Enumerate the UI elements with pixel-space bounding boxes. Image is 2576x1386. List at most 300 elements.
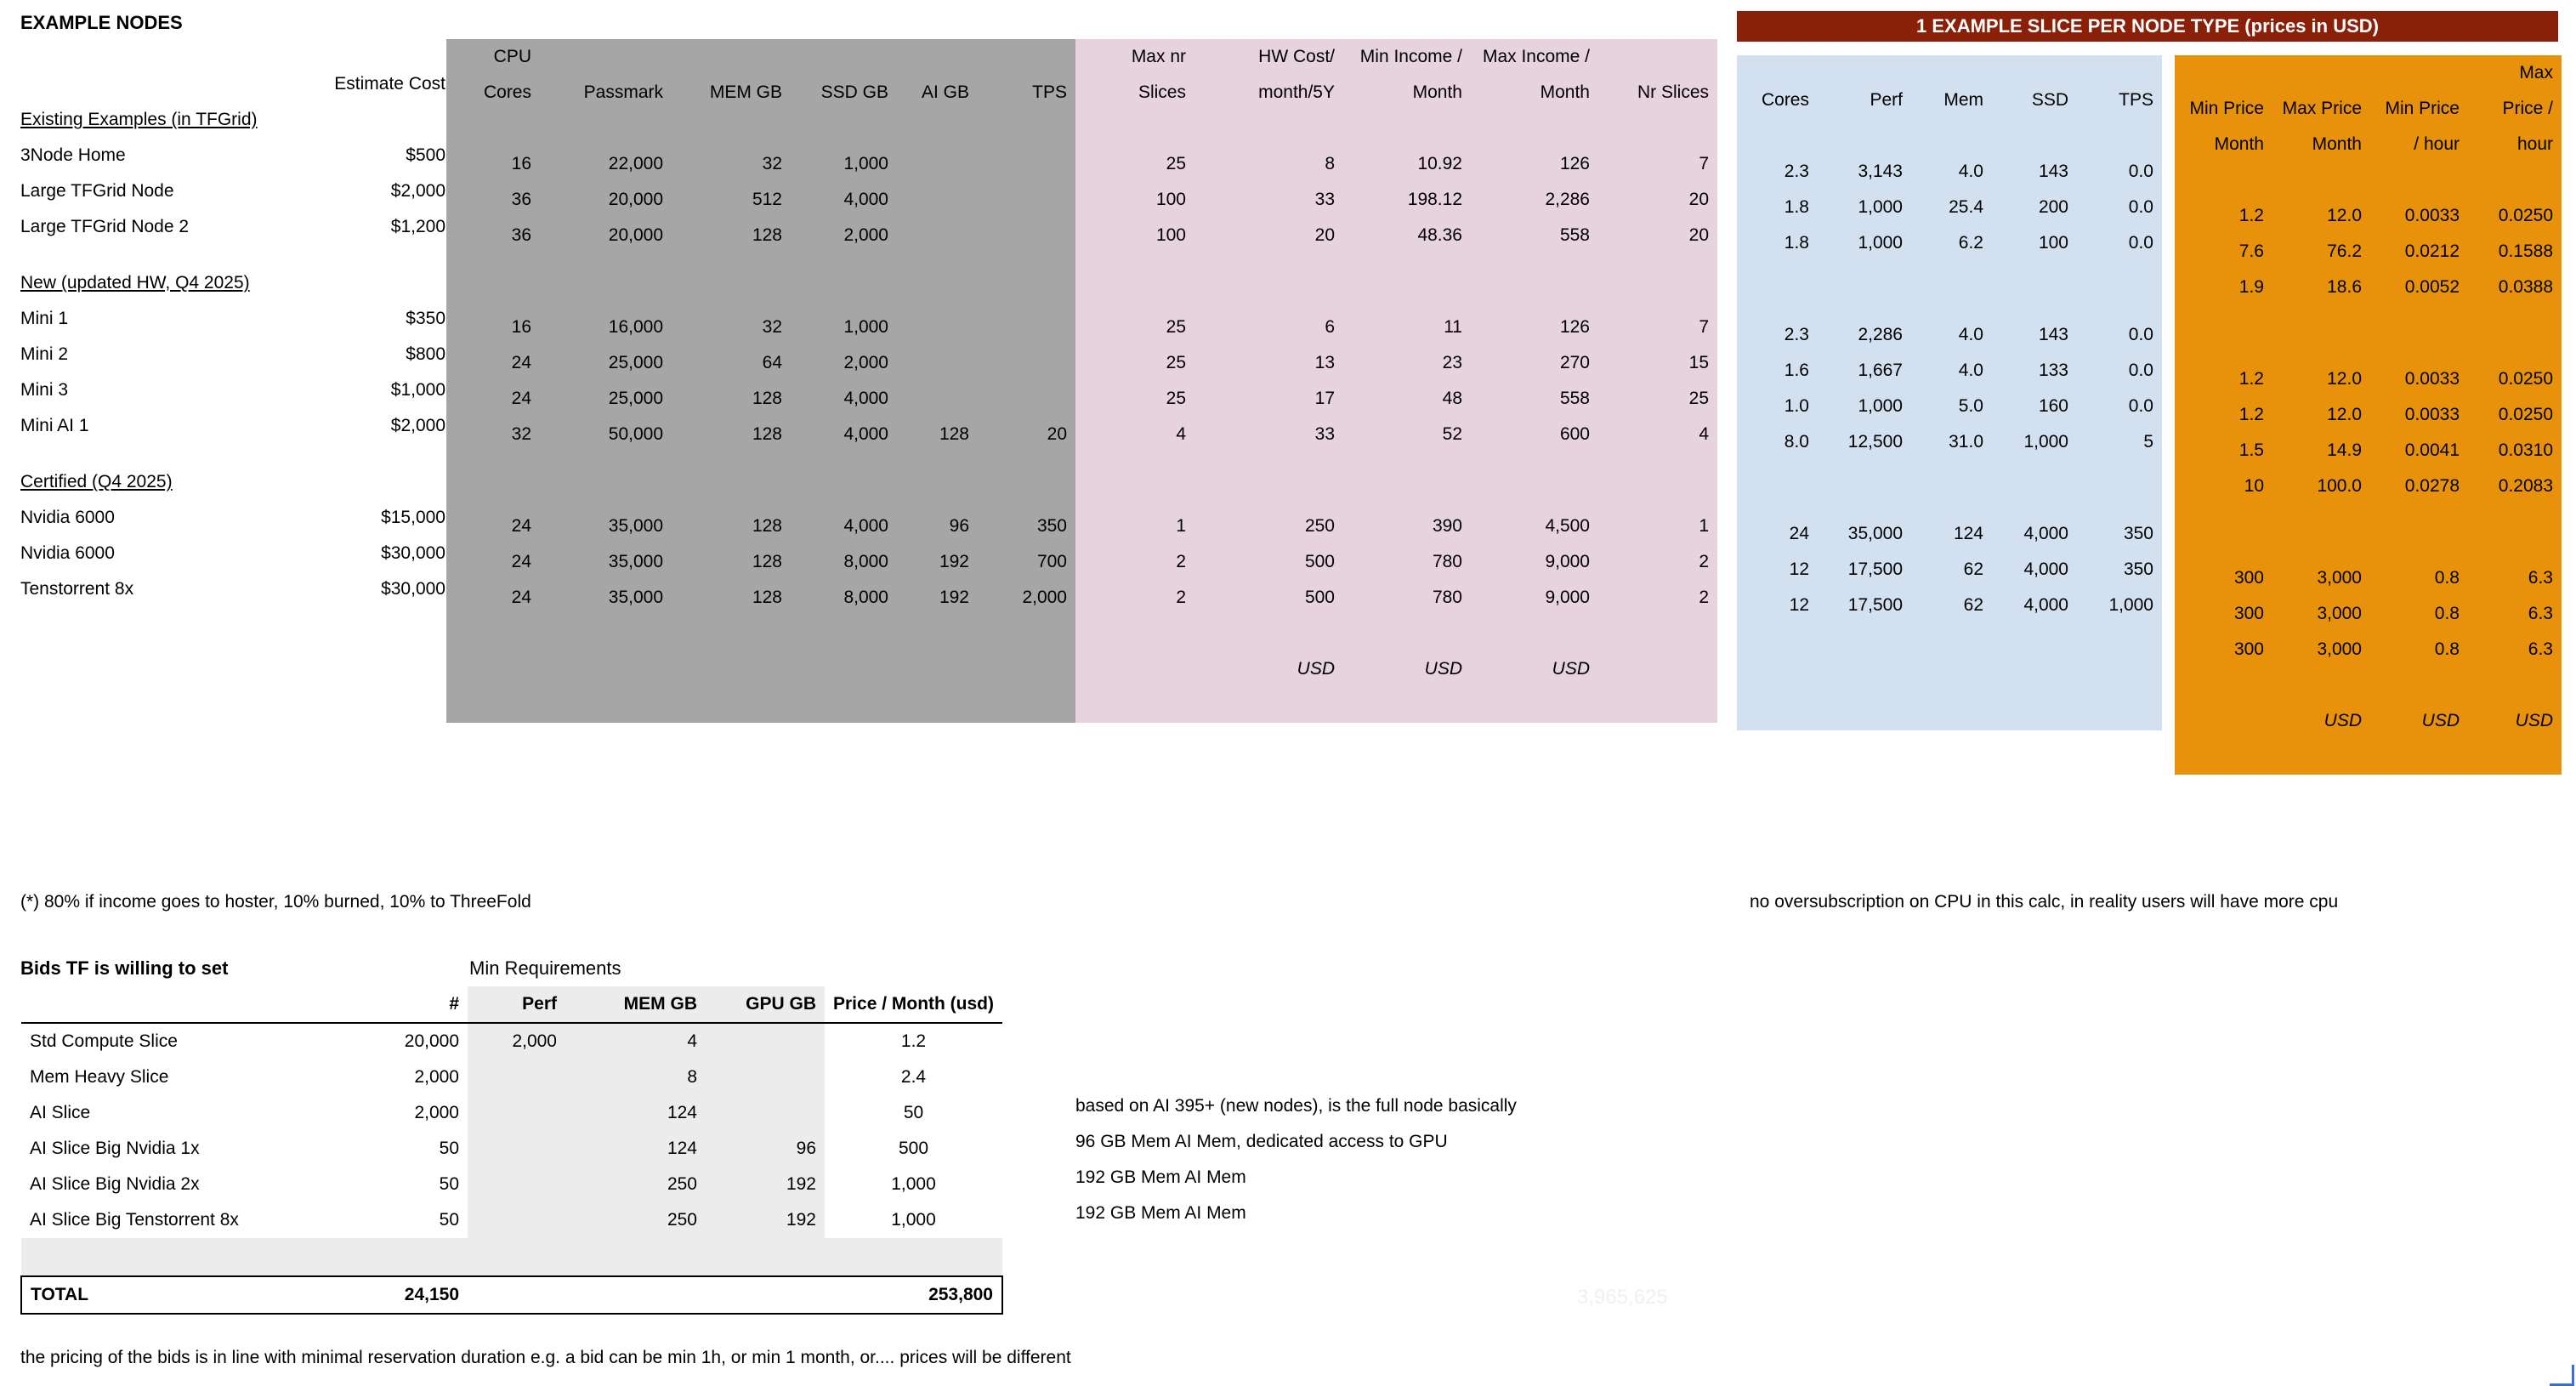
table-row xyxy=(2175,433,2562,469)
table-row xyxy=(1737,389,2162,424)
price-value: 0.8 xyxy=(2434,604,2460,623)
total-blank xyxy=(565,1276,706,1314)
slice-value: 1.8 xyxy=(1784,233,1809,253)
economics-value: 500 xyxy=(1304,552,1335,571)
economics-value: 25 xyxy=(1166,154,1186,173)
hardware-value: 2,000 xyxy=(843,353,888,372)
economics-value: 198.12 xyxy=(1407,190,1462,209)
slice-economics-table xyxy=(1075,39,1717,723)
slice-value: 62 xyxy=(1963,560,1983,579)
spacer-cell xyxy=(2175,162,2562,198)
table-row xyxy=(1737,516,2162,552)
node-name: Mini 3 xyxy=(20,380,69,400)
bid-note: based on AI 395+ (new nodes), is the full node basically xyxy=(1075,1096,1517,1116)
table-row xyxy=(446,651,1075,687)
bid-name: Std Compute Slice xyxy=(30,1031,178,1051)
table-row xyxy=(2175,596,2562,632)
bid-price: 50 xyxy=(903,1103,924,1122)
spacer-cell xyxy=(2175,667,2562,703)
table-row xyxy=(20,265,445,301)
economics-footer xyxy=(1075,651,1194,687)
footnote-right: no oversubscription on CPU in this calc, in reality users will have more cpu xyxy=(1750,892,2339,912)
bids-header xyxy=(21,986,327,1023)
table-row xyxy=(1737,154,2162,190)
estimate-cost: $350 xyxy=(406,309,445,328)
hardware-value: 20,000 xyxy=(608,190,663,209)
slice-header: Perf xyxy=(1870,90,1903,110)
hardware-value: 32 xyxy=(762,317,782,337)
hardware-value: 24 xyxy=(511,516,531,536)
spacer-cell xyxy=(2175,525,2562,560)
node-name: Mini 1 xyxy=(20,309,69,328)
price-value: 0.0388 xyxy=(2498,277,2553,297)
economics-value: 2 xyxy=(1176,552,1186,571)
table-row xyxy=(1075,111,1717,146)
price-value: 6.3 xyxy=(2528,639,2553,659)
hardware-value: 1,000 xyxy=(843,154,888,173)
hardware-value: 128 xyxy=(752,552,782,571)
economics-value: 100 xyxy=(1155,225,1186,245)
spacer-cell xyxy=(2175,305,2562,326)
footnote-bottom: the pricing of the bids is in line with minimal reservation duration e.g. a bid can be min 1h, or min 1 month, or.... prices will be different xyxy=(20,1348,1071,1367)
hardware-value: 512 xyxy=(752,190,782,209)
price-value: 0.0278 xyxy=(2404,476,2460,496)
bid-count: 50 xyxy=(439,1174,459,1194)
table-row xyxy=(20,245,445,265)
hardware-value xyxy=(897,345,978,381)
bid-count: 50 xyxy=(439,1210,459,1230)
bid-note: 192 GB Mem AI Mem xyxy=(1075,1167,1246,1187)
hardware-header: Passmark xyxy=(583,82,663,102)
slice-value: 12 xyxy=(1789,560,1809,579)
bid-price: 500 xyxy=(898,1139,929,1158)
economics-value: 17 xyxy=(1314,389,1335,408)
bids-table xyxy=(20,986,1003,1315)
price-value: 1.2 xyxy=(2238,405,2264,424)
slice-value: 100 xyxy=(2038,233,2068,253)
hardware-value: 4,000 xyxy=(843,424,888,444)
slice-value: 1,000 xyxy=(1858,197,1903,217)
slice-value: 0.0 xyxy=(2128,361,2153,380)
hardware-value: 4,000 xyxy=(843,389,888,408)
economics-header: Min Income / Month xyxy=(1359,47,1462,102)
spacer-cell xyxy=(1075,687,1717,723)
economics-value: 4,500 xyxy=(1545,516,1590,536)
bid-name: AI Slice Big Nvidia 1x xyxy=(30,1139,200,1158)
economics-value: 7 xyxy=(1699,317,1709,337)
total-label: TOTAL xyxy=(21,1276,327,1314)
bid-price: 2.4 xyxy=(900,1067,927,1087)
table-row xyxy=(21,1276,1002,1314)
slice-value: 143 xyxy=(2038,325,2068,344)
price-value: 0.0250 xyxy=(2498,369,2553,389)
table-row xyxy=(2175,234,2562,270)
bid-name: AI Slice Big Nvidia 2x xyxy=(30,1174,200,1194)
price-value: 1.2 xyxy=(2238,369,2264,389)
table-row xyxy=(1737,659,2162,695)
slice-value: 1,667 xyxy=(1858,361,1903,380)
table-row xyxy=(20,500,445,536)
slice-value: 6.2 xyxy=(1958,233,1983,253)
group-header: Existing Examples (in TFGrid) xyxy=(20,110,258,129)
spacer-cell xyxy=(446,651,1075,687)
hardware-value: 4,000 xyxy=(843,190,888,209)
economics-header: Max Income / Month xyxy=(1482,47,1590,102)
economics-footer xyxy=(1598,651,1717,687)
page-title: EXAMPLE NODES xyxy=(20,12,183,33)
table-row xyxy=(20,444,445,464)
slice-header: Cores xyxy=(1761,90,1809,110)
economics-value: 8 xyxy=(1325,154,1335,173)
node-name: Large TFGrid Node xyxy=(20,181,174,201)
economics-value: 270 xyxy=(1559,353,1590,372)
economics-value: 558 xyxy=(1559,389,1590,408)
slice-value: 8.0 xyxy=(1784,432,1809,452)
economics-value: 48.36 xyxy=(1417,225,1462,245)
economics-value: 4 xyxy=(1176,424,1186,444)
spacer-cell xyxy=(1737,695,2162,730)
slice-value: 0.0 xyxy=(2128,162,2153,181)
slice-value: 0.0 xyxy=(2128,396,2153,416)
hardware-value xyxy=(978,182,1075,218)
price-value: 300 xyxy=(2233,604,2264,623)
economics-value: 2 xyxy=(1699,588,1709,607)
hardware-value: 64 xyxy=(762,353,782,372)
hardware-value: 20 xyxy=(1047,424,1067,444)
slice-value: 4,000 xyxy=(2023,560,2068,579)
economics-value: 48 xyxy=(1442,389,1462,408)
estimate-cost-header: Estimate Cost xyxy=(334,74,445,94)
slice-value: 350 xyxy=(2123,524,2153,543)
hardware-header: CPU Cores xyxy=(483,47,531,102)
total-blank xyxy=(706,1276,825,1314)
table-row xyxy=(1075,452,1717,473)
price-value: 0.0033 xyxy=(2404,206,2460,225)
table-row xyxy=(446,274,1075,310)
slice-value: 1,000 xyxy=(2108,595,2153,615)
bids-spacer xyxy=(21,1238,1002,1276)
spacer-cell xyxy=(446,274,1075,310)
economics-value: 780 xyxy=(1432,552,1462,571)
economics-value: 2 xyxy=(1176,588,1186,607)
bid-note: 96 GB Mem AI Mem, dedicated access to GPU xyxy=(1075,1132,1448,1151)
table-row xyxy=(20,372,445,408)
bid-perf xyxy=(468,1131,565,1167)
bid-mem: 8 xyxy=(565,1059,706,1095)
table-row xyxy=(20,138,445,173)
spacer-cell xyxy=(20,444,445,464)
table-row xyxy=(21,1095,1002,1131)
hardware-value: 24 xyxy=(511,389,531,408)
slice-value: 4,000 xyxy=(2023,524,2068,543)
slice-value: 35,000 xyxy=(1847,524,1903,543)
table-row xyxy=(1075,473,1717,508)
price-value: 3,000 xyxy=(2317,568,2362,588)
economics-value: 25 xyxy=(1166,317,1186,337)
slice-value: 1.0 xyxy=(1784,396,1809,416)
spacer-cell xyxy=(1737,659,2162,695)
bids-header: MEM GB xyxy=(565,986,706,1023)
spacer-cell xyxy=(1737,261,2162,281)
slice-value: 1,000 xyxy=(1858,396,1903,416)
bid-perf xyxy=(468,1095,565,1131)
hardware-value: 24 xyxy=(511,353,531,372)
slice-value: 17,500 xyxy=(1847,595,1903,615)
table-row xyxy=(446,218,1075,253)
price-header: Min Price / hour xyxy=(2385,99,2460,154)
economics-footer: USD xyxy=(1424,659,1462,679)
table-row xyxy=(1075,381,1717,417)
economics-value: 780 xyxy=(1432,588,1462,607)
slice-value: 1.8 xyxy=(1784,197,1809,217)
table-row xyxy=(1737,695,2162,730)
table-row xyxy=(1075,274,1717,310)
label-header-blank xyxy=(20,39,292,102)
table-row xyxy=(1737,317,2162,353)
spacer-cell xyxy=(2175,326,2562,361)
hardware-header: MEM GB xyxy=(709,82,782,102)
table-row xyxy=(1737,552,2162,588)
hardware-value: 192 xyxy=(939,588,969,607)
table-row xyxy=(1075,580,1717,616)
economics-value: 52 xyxy=(1442,424,1462,444)
table-row xyxy=(446,39,1075,111)
table-row xyxy=(2175,397,2562,433)
bids-header: Perf xyxy=(468,986,565,1023)
table-row xyxy=(446,111,1075,146)
table-row xyxy=(2175,560,2562,596)
table-row xyxy=(1737,118,2162,154)
spacer-cell xyxy=(1075,274,1717,310)
table-row xyxy=(2175,739,2562,775)
price-value: 0.0310 xyxy=(2498,440,2553,460)
slice-value: 133 xyxy=(2038,361,2068,380)
economics-value: 558 xyxy=(1559,225,1590,245)
table-row xyxy=(2175,326,2562,361)
table-row xyxy=(446,452,1075,473)
price-value: 6.3 xyxy=(2528,568,2553,588)
hardware-value: 35,000 xyxy=(608,516,663,536)
bid-price: 1,000 xyxy=(891,1174,936,1194)
economics-value: 13 xyxy=(1314,353,1335,372)
group-header: New (updated HW, Q4 2025) xyxy=(20,273,250,293)
min-requirements-title: Min Requirements xyxy=(469,957,621,979)
estimate-cost: $1,000 xyxy=(390,380,445,400)
price-value: 0.0212 xyxy=(2404,241,2460,261)
estimate-cost: $1,200 xyxy=(390,217,445,236)
economics-value: 1 xyxy=(1176,516,1186,536)
price-value: 14.9 xyxy=(2327,440,2362,460)
bid-name: AI Slice Big Tenstorrent 8x xyxy=(30,1210,239,1230)
slice-value: 1.6 xyxy=(1784,361,1809,380)
economics-value: 2,286 xyxy=(1545,190,1590,209)
spacer-cell xyxy=(446,452,1075,473)
spacer-cell xyxy=(1075,111,1717,146)
estimate-cost: $800 xyxy=(406,344,445,364)
hardware-value: 2,000 xyxy=(1022,588,1067,607)
table-row xyxy=(2175,198,2562,234)
table-row xyxy=(1075,508,1717,544)
table-row xyxy=(446,544,1075,580)
hardware-value: 32 xyxy=(511,424,531,444)
bid-gpu: 192 xyxy=(706,1202,825,1238)
group-header: Certified (Q4 2025) xyxy=(20,472,173,491)
slice-value: 0.0 xyxy=(2128,325,2153,344)
table-row xyxy=(1075,345,1717,381)
table-row xyxy=(1737,588,2162,623)
price-value: 0.0041 xyxy=(2404,440,2460,460)
example-slice-table xyxy=(1737,55,2162,730)
hardware-value: 2,000 xyxy=(843,225,888,245)
spacer-cell xyxy=(2175,739,2562,775)
hardware-value: 25,000 xyxy=(608,353,663,372)
table-row xyxy=(21,1131,1002,1167)
estimate-cost: $2,000 xyxy=(390,181,445,201)
price-value: 7.6 xyxy=(2238,241,2264,261)
bid-gpu: 96 xyxy=(706,1131,825,1167)
table-row xyxy=(1075,616,1717,651)
economics-value: 20 xyxy=(1688,190,1709,209)
spacer-cell xyxy=(2175,504,2562,525)
price-value: 0.0052 xyxy=(2404,277,2460,297)
bid-price: 1.2 xyxy=(900,1031,927,1051)
table-row xyxy=(446,345,1075,381)
hardware-value: 50,000 xyxy=(608,424,663,444)
selection-corner-marker xyxy=(2550,1365,2574,1386)
price-footer: USD xyxy=(2421,711,2460,730)
table-row xyxy=(446,580,1075,616)
economics-value: 10.92 xyxy=(1417,154,1462,173)
table-row xyxy=(1737,623,2162,659)
bid-count: 50 xyxy=(439,1139,459,1158)
economics-value: 100 xyxy=(1155,190,1186,209)
bid-perf xyxy=(468,1202,565,1238)
hardware-value xyxy=(978,381,1075,417)
table-row xyxy=(21,986,1002,1023)
hardware-value: 35,000 xyxy=(608,588,663,607)
spacer-cell xyxy=(1737,118,2162,154)
table-row xyxy=(20,464,445,500)
table-row xyxy=(1075,146,1717,182)
hardware-value: 128 xyxy=(752,225,782,245)
bid-name: AI Slice xyxy=(30,1103,91,1122)
hardware-value: 36 xyxy=(511,225,531,245)
node-name: Large TFGrid Node 2 xyxy=(20,217,190,236)
hardware-header: AI GB xyxy=(921,82,969,102)
table-row xyxy=(1737,190,2162,225)
slice-value: 4.0 xyxy=(1958,361,1983,380)
economics-header: Nr Slices xyxy=(1637,82,1709,102)
price-header: Max Price Month xyxy=(2282,99,2362,154)
price-value: 6.3 xyxy=(2528,604,2553,623)
spacer-cell xyxy=(1737,623,2162,659)
hardware-value xyxy=(978,218,1075,253)
hardware-value: 128 xyxy=(752,588,782,607)
table-row xyxy=(2175,703,2562,739)
estimate-cost: $500 xyxy=(406,145,445,165)
bids-title: Bids TF is willing to set xyxy=(20,957,229,979)
table-row xyxy=(20,301,445,337)
estimate-cost: $30,000 xyxy=(381,543,445,563)
hardware-value: 25,000 xyxy=(608,389,663,408)
economics-value: 4 xyxy=(1699,424,1709,444)
hardware-value: 1,000 xyxy=(843,317,888,337)
price-value: 0.1588 xyxy=(2498,241,2553,261)
hardware-value xyxy=(897,310,978,345)
price-value: 0.0033 xyxy=(2404,405,2460,424)
hardware-value: 16 xyxy=(511,154,531,173)
economics-value: 6 xyxy=(1325,317,1335,337)
table-row xyxy=(446,473,1075,508)
hardware-value xyxy=(978,310,1075,345)
price-value: 10 xyxy=(2244,476,2264,496)
hardware-value xyxy=(897,182,978,218)
economics-value: 33 xyxy=(1314,190,1335,209)
economics-value: 7 xyxy=(1699,154,1709,173)
spacer-cell xyxy=(1075,253,1717,274)
hardware-value xyxy=(897,146,978,182)
economics-value: 2 xyxy=(1699,552,1709,571)
table-row xyxy=(446,253,1075,274)
slice-banner: 1 EXAMPLE SLICE PER NODE TYPE (prices in USD) xyxy=(1737,11,2558,42)
table-row xyxy=(446,381,1075,417)
table-row xyxy=(2175,361,2562,397)
economics-value: 11 xyxy=(1444,317,1462,337)
table-row xyxy=(1737,424,2162,460)
table-row xyxy=(2175,162,2562,198)
hardware-value: 16,000 xyxy=(608,317,663,337)
bid-mem: 250 xyxy=(565,1167,706,1202)
bids-header: # xyxy=(327,986,468,1023)
price-value: 0.0250 xyxy=(2498,405,2553,424)
economics-value: 9,000 xyxy=(1545,552,1590,571)
economics-value: 25 xyxy=(1166,353,1186,372)
node-name: Mini AI 1 xyxy=(20,416,89,435)
slice-value: 4,000 xyxy=(2023,595,2068,615)
bids-header: Price / Month (usd) xyxy=(825,986,1002,1023)
table-row xyxy=(21,1059,1002,1095)
price-header: Max Price / hour xyxy=(2502,63,2553,154)
slice-value: 4.0 xyxy=(1958,325,1983,344)
spacer-cell xyxy=(1737,281,2162,317)
table-row xyxy=(20,102,445,138)
bid-perf xyxy=(468,1167,565,1202)
footnote-left: (*) 80% if income goes to hoster, 10% burned, 10% to ThreeFold xyxy=(20,892,531,912)
slice-value: 124 xyxy=(1953,524,1983,543)
price-value: 0.8 xyxy=(2434,568,2460,588)
table-row xyxy=(1075,218,1717,253)
price-value: 12.0 xyxy=(2327,206,2362,225)
slice-value: 3,143 xyxy=(1858,162,1903,181)
hardware-value: 8,000 xyxy=(843,588,888,607)
total-count: 24,150 xyxy=(327,1276,468,1314)
table-row xyxy=(446,687,1075,723)
hardware-value: 36 xyxy=(511,190,531,209)
economics-value: 250 xyxy=(1304,516,1335,536)
slice-value: 4.0 xyxy=(1958,162,1983,181)
node-name: Nvidia 6000 xyxy=(20,508,115,527)
bid-gpu: 192 xyxy=(706,1167,825,1202)
table-row xyxy=(20,39,445,102)
table-row xyxy=(1075,687,1717,723)
table-row xyxy=(2175,305,2562,326)
price-value: 100.0 xyxy=(2317,476,2362,496)
estimate-cost: $30,000 xyxy=(381,579,445,599)
bid-perf: 2,000 xyxy=(468,1023,565,1059)
economics-footer: USD xyxy=(1552,659,1590,679)
slice-value: 143 xyxy=(2038,162,2068,181)
table-row xyxy=(2175,632,2562,667)
